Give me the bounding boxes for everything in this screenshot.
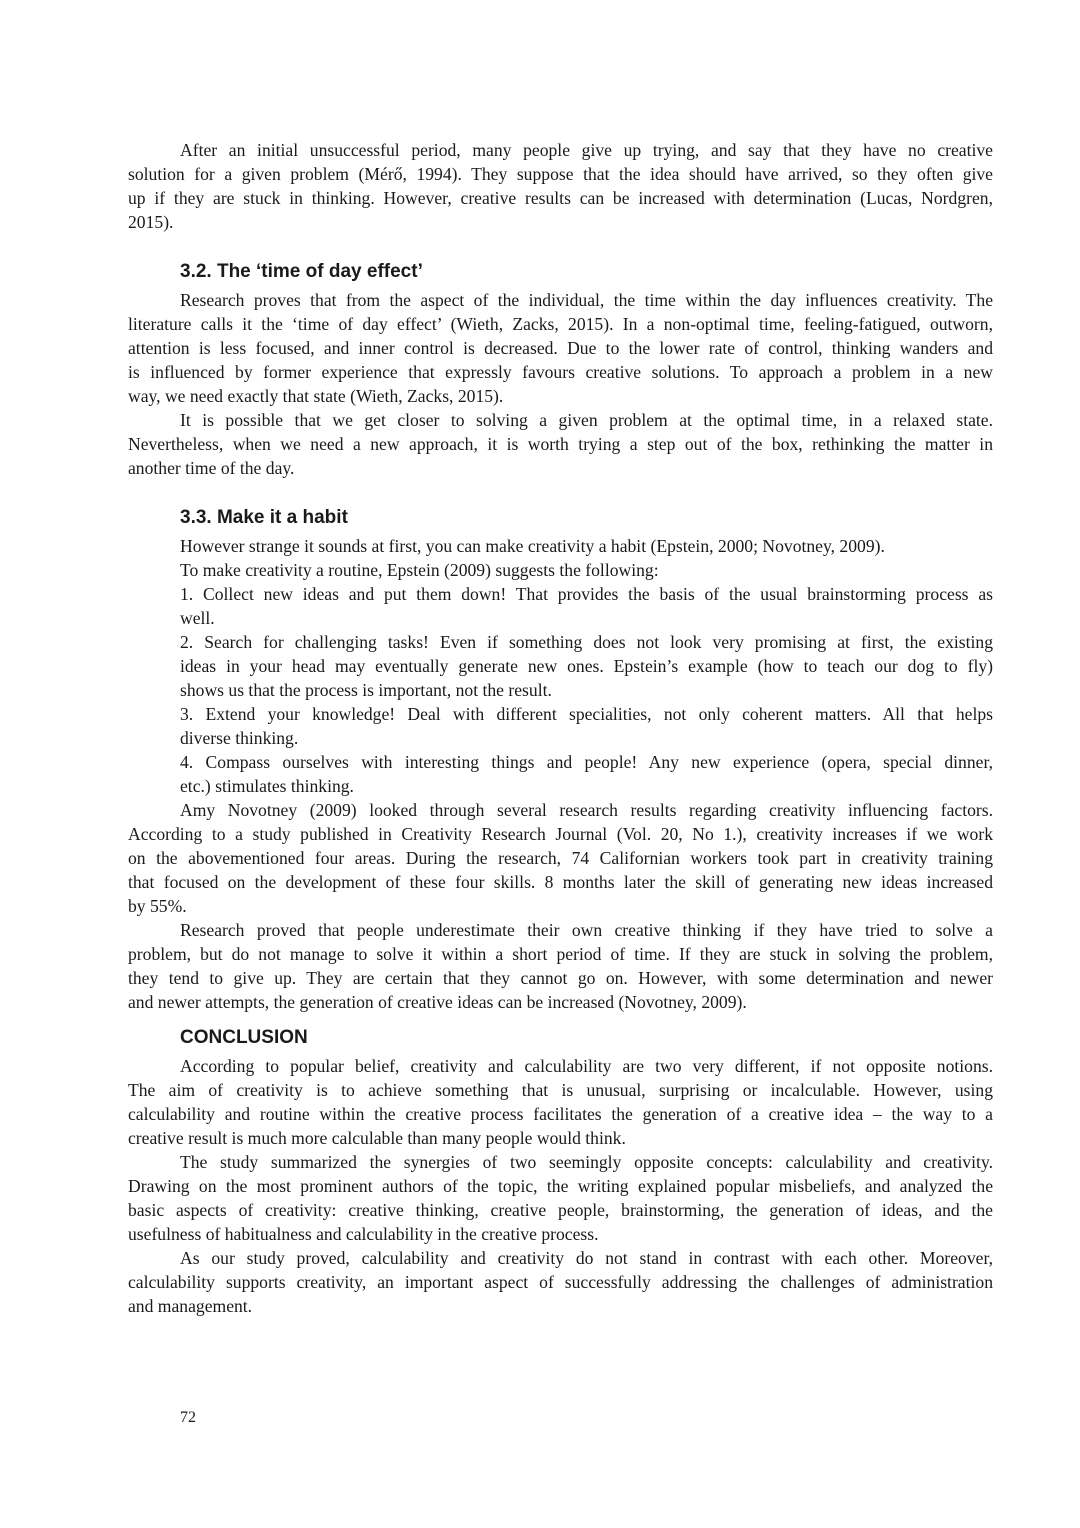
- paragraph: [128, 534, 993, 558]
- text-line: basic aspects of creativity: creative thinking, creative people, brainstorming, the generation of ideas, and the: [128, 1200, 993, 1220]
- text-line: The study summarized the synergies of two seemingly opposite concepts: calculability and creativity.: [180, 1152, 993, 1172]
- paragraph: [128, 1246, 993, 1318]
- text-line: up if they are stuck in thinking. However, creative results can be increased with determination (Lucas, Nordgren,: [128, 188, 993, 208]
- text-line: creative result is much more calculable than many people would think.: [128, 1128, 626, 1148]
- page-number: 72: [180, 1409, 196, 1426]
- paragraph: [128, 138, 993, 234]
- text-line: 3. Extend your knowledge! Deal with different specialities, not only coherent matters. All that helps: [180, 704, 993, 724]
- text-line: and newer attempts, the generation of creative ideas can be increased (Novotney, 2009).: [128, 992, 747, 1012]
- text-line: problem, but do not manage to solve it within a short period of time. If they are stuck in solving the problem,: [128, 944, 993, 964]
- text-line: shows us that the process is important, not the result.: [180, 680, 552, 700]
- text-line: calculability and routine within the creative process facilitates the generation of a creative idea – the way to a: [128, 1104, 993, 1124]
- text-line: Nevertheless, when we need a new approach, it is worth trying a step out of the box, rethinking the matter in: [128, 434, 993, 454]
- text-line: and management.: [128, 1296, 253, 1316]
- text-line: usefulness of habitualness and calculability in the creative process.: [128, 1224, 599, 1244]
- text-line: As our study proved, calculability and creativity do not stand in contrast with each other. Moreover,: [180, 1248, 993, 1268]
- text-line: Research proves that from the aspect of the individual, the time within the day influences creativity. The: [180, 290, 993, 310]
- text-line: 2015).: [128, 212, 174, 232]
- document-body: [128, 138, 993, 1318]
- text-line: well.: [180, 608, 215, 628]
- text-line: calculability supports creativity, an important aspect of successfully addressing the challenges of administration: [128, 1272, 993, 1292]
- section-heading: CONCLUSION: [180, 1027, 308, 1048]
- text-line: It is possible that we get closer to solving a given problem at the optimal time, in a relaxed state.: [180, 410, 993, 430]
- text-line: However strange it sounds at first, you can make creativity a habit (Epstein, 2000; Novotney, 2009).: [180, 536, 885, 556]
- paragraph: [128, 1054, 993, 1150]
- text-line: ideas in your head may eventually generate new ones. Epstein’s example (how to teach our dog to fly): [180, 656, 993, 676]
- text-line: 2. Search for challenging tasks! Even if something does not look very promising at first, the existing: [180, 632, 993, 652]
- text-line: According to popular belief, creativity and calculability are two very different, if not opposite notions.: [180, 1056, 993, 1076]
- text-line: The aim of creativity is to achieve something that is unusual, surprising or incalculable. However, using: [128, 1080, 993, 1100]
- text-line: Drawing on the most prominent authors of the topic, the writing explained popular misbeliefs, and analyzed the: [128, 1176, 993, 1196]
- paragraph: [128, 288, 993, 408]
- text-line: solution for a given problem (Mérő, 1994). They suppose that the idea should have arrived, so they often give: [128, 164, 993, 184]
- paragraph: [128, 798, 993, 918]
- paragraph: [128, 558, 993, 582]
- text-line: they tend to give up. They are certain that they cannot go on. However, with some determination and newer: [128, 968, 993, 988]
- text-line: Research proved that people underestimate their own creative thinking if they have tried to solve a: [180, 920, 993, 940]
- text-line: etc.) stimulates thinking.: [180, 776, 354, 796]
- paragraph: [128, 582, 993, 630]
- text-line: After an initial unsuccessful period, many people give up trying, and say that they have no creative: [180, 140, 993, 160]
- paragraph: [128, 408, 993, 480]
- paragraph: [128, 1150, 993, 1246]
- text-line: another time of the day.: [128, 458, 295, 478]
- text-line: attention is less focused, and inner control is decreased. Due to the lower rate of control, thinking wanders and: [128, 338, 993, 358]
- text-line: literature calls it the ‘time of day effect’ (Wieth, Zacks, 2015). In a non-optimal time, feeling-fatigued, outworn,: [128, 314, 993, 334]
- section-heading: 3.3. Make it a habit: [180, 507, 348, 528]
- paragraph: [128, 750, 993, 798]
- text-line: way, we need exactly that state (Wieth, Zacks, 2015).: [128, 386, 504, 406]
- text-line: According to a study published in Creativity Research Journal (Vol. 20, No 1.), creativity increases if we work: [128, 824, 993, 844]
- text-line: 4. Compass ourselves with interesting things and people! Any new experience (opera, special dinner,: [180, 752, 993, 772]
- paragraph: [128, 630, 993, 702]
- text-line: on the abovementioned four areas. During the research, 74 Californian workers took part in creativity training: [128, 848, 993, 868]
- text-line: that focused on the development of these four skills. 8 months later the skill of generating new ideas increased: [128, 872, 993, 892]
- text-line: is influenced by former experience that expressly favours creative solutions. To approach a problem in a new: [128, 362, 993, 382]
- text-line: Amy Novotney (2009) looked through several research results regarding creativity influencing factors.: [180, 800, 993, 820]
- text-line: by 55%.: [128, 896, 187, 916]
- paragraph: [128, 702, 993, 750]
- paragraph: [128, 918, 993, 1014]
- text-line: diverse thinking.: [180, 728, 299, 748]
- text-line: To make creativity a routine, Epstein (2009) suggests the following:: [180, 560, 659, 580]
- section-heading: 3.2. The ‘time of day effect’: [180, 261, 423, 282]
- text-line: 1. Collect new ideas and put them down! That provides the basis of the usual brainstorming process as: [180, 584, 993, 604]
